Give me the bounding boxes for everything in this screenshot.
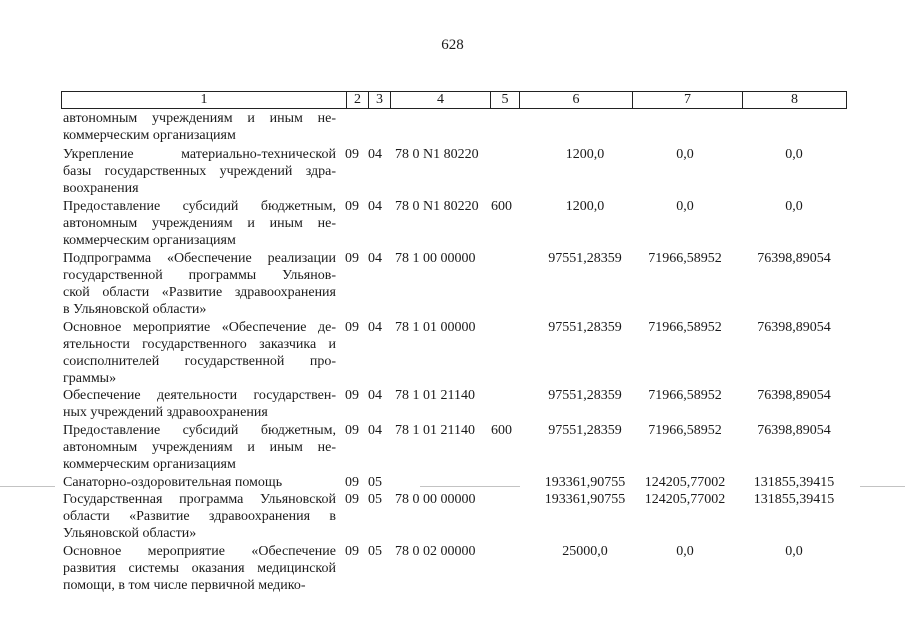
description-line: ской области «Развитие здравоохранения <box>63 285 336 300</box>
description-line: Основное мероприятие «Обеспечение де- <box>63 320 336 335</box>
description-line: Государственная программа Ульяновской <box>63 492 336 507</box>
amount-col-7: 0,0 <box>676 199 694 214</box>
scan-artifact-line <box>860 486 905 487</box>
target-article-code: 78 0 02 00000 <box>395 544 476 559</box>
header-col-5: 5 <box>490 92 519 108</box>
header-col-1: 1 <box>200 92 208 107</box>
description-line: автономным учреждениям и иным не- <box>63 216 336 231</box>
expense-type-code: 600 <box>491 423 512 438</box>
amount-col-8: 76398,89054 <box>757 423 831 438</box>
amount-col-6: 97551,28359 <box>548 423 622 438</box>
row-description <box>63 198 336 249</box>
subsection-code: 05 <box>368 544 382 559</box>
amount-col-8: 131855,39415 <box>753 475 835 490</box>
amount-col-8: 0,0 <box>785 147 803 162</box>
section-code: 09 <box>345 388 359 403</box>
description-line: государственной программы Ульянов- <box>63 268 336 283</box>
subsection-code: 04 <box>368 320 382 335</box>
expense-type-code: 600 <box>491 199 512 214</box>
amount-col-6: 193361,90755 <box>544 492 626 507</box>
header-col-7: 7 <box>632 92 742 108</box>
amount-col-8: 0,0 <box>785 199 803 214</box>
amount-col-6: 1200,0 <box>565 147 605 162</box>
row-description <box>63 543 336 594</box>
description-line: Укрепление материально-технической <box>63 147 336 162</box>
target-article-code: 78 0 N1 80220 <box>395 147 479 162</box>
amount-col-8: 76398,89054 <box>757 320 831 335</box>
subsection-code: 04 <box>368 147 382 162</box>
amount-col-6: 97551,28359 <box>548 251 622 266</box>
scan-artifact-line <box>420 486 520 487</box>
description-line: Санаторно-оздоровительная помощь <box>63 475 283 490</box>
header-col-2: 2 <box>346 92 368 108</box>
amount-col-6: 193361,90755 <box>544 475 626 490</box>
target-article-code: 78 1 00 00000 <box>395 251 476 266</box>
row-description <box>63 319 336 387</box>
subsection-code: 05 <box>368 492 382 507</box>
row-description <box>63 422 336 473</box>
row-description <box>63 146 336 197</box>
description-line: ных учреждений здравоохранения <box>63 405 268 420</box>
section-code: 09 <box>345 544 359 559</box>
description-line: соисполнителей государственной про- <box>63 354 336 369</box>
subsection-code: 04 <box>368 199 382 214</box>
amount-col-6: 97551,28359 <box>548 320 622 335</box>
description-line: граммы» <box>63 371 117 386</box>
description-line: Предоставление субсидий бюджетным, <box>63 423 336 438</box>
section-code: 09 <box>345 251 359 266</box>
amount-col-8: 131855,39415 <box>753 492 835 507</box>
amount-col-8: 76398,89054 <box>757 388 831 403</box>
subsection-code: 04 <box>368 251 382 266</box>
amount-col-6: 97551,28359 <box>548 388 622 403</box>
section-code: 09 <box>345 475 359 490</box>
section-code: 09 <box>345 147 359 162</box>
amount-col-7: 71966,58952 <box>648 423 722 438</box>
section-code: 09 <box>345 423 359 438</box>
row-description <box>63 250 336 318</box>
subsection-code: 04 <box>368 388 382 403</box>
row-description <box>63 110 336 144</box>
target-article-code: 78 1 01 21140 <box>395 423 475 438</box>
amount-col-7: 71966,58952 <box>648 320 722 335</box>
table-header <box>61 91 847 109</box>
description-line: помощи, в том числе первичной медико- <box>63 578 306 593</box>
description-line: автономным учреждениям и иным не- <box>63 440 336 455</box>
description-line: базы государственных учреждений здра- <box>63 164 336 179</box>
description-line: Подпрограмма «Обеспечение реализации <box>63 251 336 266</box>
row-description <box>63 387 336 421</box>
row-description <box>63 491 336 542</box>
amount-col-7: 124205,77002 <box>644 475 726 490</box>
description-line: коммерческим организациям <box>63 457 236 472</box>
section-code: 09 <box>345 199 359 214</box>
section-code: 09 <box>345 492 359 507</box>
row-description <box>63 474 336 491</box>
description-line: коммерческим организациям <box>63 128 236 143</box>
description-line: ятельности государственного заказчика и <box>63 337 336 352</box>
description-line: Основное мероприятие «Обеспечение <box>63 544 336 559</box>
header-col-8: 8 <box>742 92 846 108</box>
header-col-6: 6 <box>519 92 632 108</box>
amount-col-7: 124205,77002 <box>644 492 726 507</box>
page-number: 628 <box>441 37 464 53</box>
amount-col-8: 0,0 <box>785 544 803 559</box>
description-line: Предоставление субсидий бюджетным, <box>63 199 336 214</box>
subsection-code: 05 <box>368 475 382 490</box>
amount-col-7: 0,0 <box>676 147 694 162</box>
section-code: 09 <box>345 320 359 335</box>
description-line: развития системы оказания медицинской <box>63 561 336 576</box>
target-article-code: 78 1 01 21140 <box>395 388 475 403</box>
header-col-4: 4 <box>390 92 490 108</box>
target-article-code: 78 1 01 00000 <box>395 320 476 335</box>
description-line: автономным учреждениям и иным не- <box>63 111 336 126</box>
amount-col-7: 71966,58952 <box>648 251 722 266</box>
amount-col-6: 25000,0 <box>562 544 608 559</box>
description-line: Обеспечение деятельности государствен- <box>63 388 336 403</box>
amount-col-6: 1200,0 <box>565 199 605 214</box>
description-line: в Ульяновской области» <box>63 302 207 317</box>
target-article-code: 78 0 00 00000 <box>395 492 476 507</box>
amount-col-7: 71966,58952 <box>648 388 722 403</box>
scan-artifact-line <box>0 486 55 487</box>
target-article-code: 78 0 N1 80220 <box>395 199 479 214</box>
header-col-3: 3 <box>368 92 390 108</box>
description-line: Ульяновской области» <box>63 526 197 541</box>
amount-col-7: 0,0 <box>676 544 694 559</box>
description-line: области «Развитие здравоохранения в <box>63 509 336 524</box>
amount-col-8: 76398,89054 <box>757 251 831 266</box>
subsection-code: 04 <box>368 423 382 438</box>
description-line: коммерческим организациям <box>63 233 236 248</box>
description-line: воохранения <box>63 181 139 196</box>
